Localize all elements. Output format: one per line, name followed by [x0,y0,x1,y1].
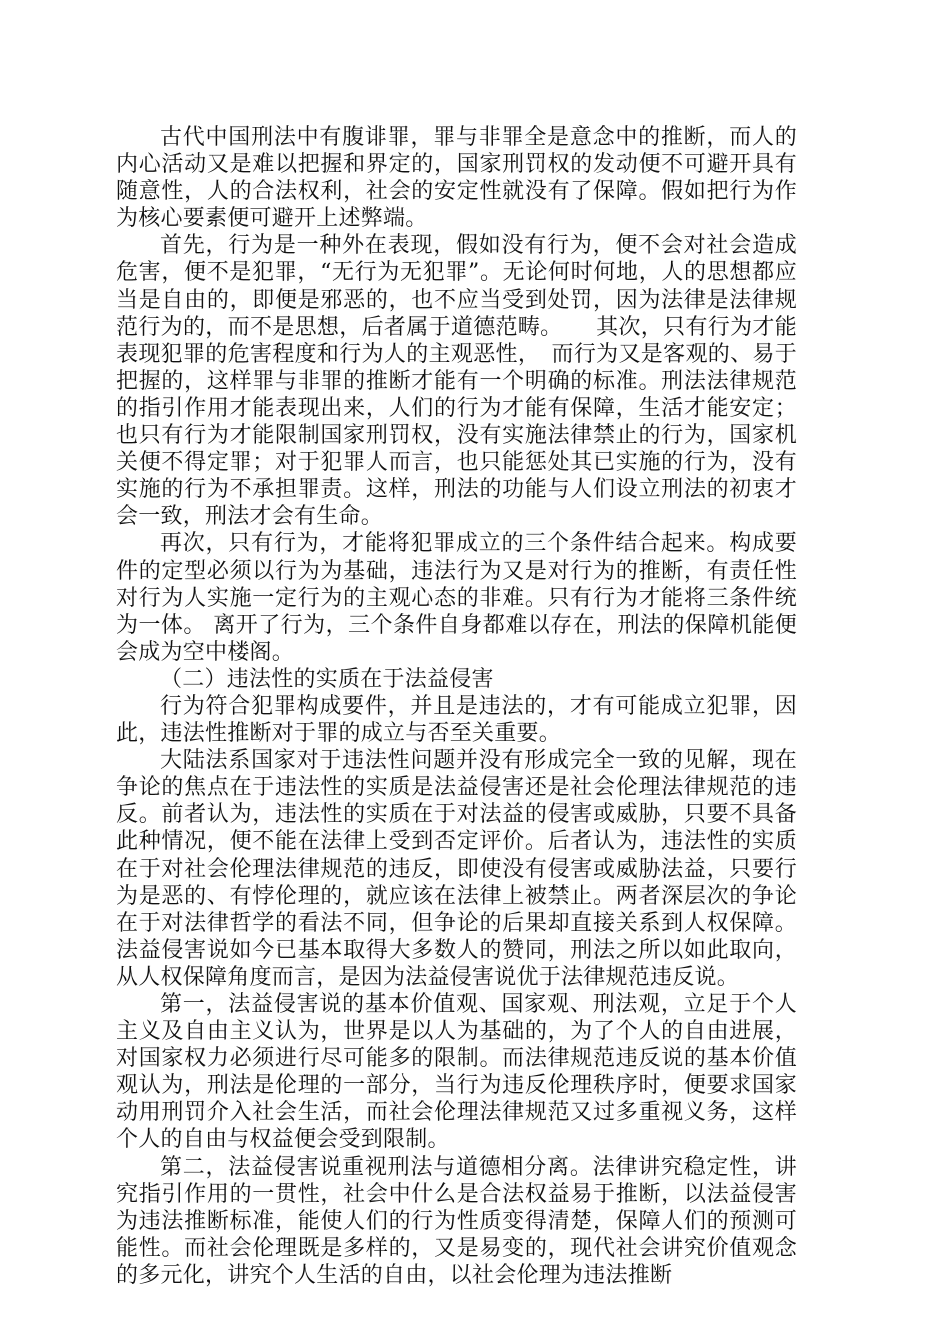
paragraph-7: 第二，法益侵害说重视刑法与道德相分离。法律讲究稳定性，讲究指引作用的一贯性，社会中什么是合法权益易于推断，以法益侵害为违法推断标准，能使人们的行为性质变得清楚，保障人们的预测可能性。而社会伦理既是多样的，又是易变的，现代社会讲究价值观念的多元化，讲究个人生活的自由，以社会伦理为违法推断 [116,1154,797,1288]
paragraph-4: 行为符合犯罪构成要件，并且是违法的，才有可能成立犯罪，因此，违法性推断对于罪的成立与否至关重要。 [116,693,797,747]
document-page [116,124,797,1289]
section-heading: （二）违法性的实质在于法益侵害 [160,666,494,692]
paragraph-5: 大陆法系国家对于违法性问题并没有形成完全一致的见解，现在争论的焦点在于违法性的实质是法益侵害还是社会伦理法律规范的违反。前者认为，违法性的实质在于对法益的侵害或威胁，只要不具备此种情况，便不能在法律上受到否定评价。后者认为，违法性的实质在于对社会伦理法律规范的违反，即使没有侵害或威胁法益，只要行为是恶的、有悖伦理的，就应该在法律上被禁止。两者深层次的争论在于对法律哲学的看法不同，但争论的后果却直接关系到人权保障。法益侵害说如今已基本取得大多数人的赞同，刑法之所以如此取向，从人权保障角度而言，是因为法益侵害说优于法律规范违反说。 [116,748,797,990]
paragraph-2: 首先，行为是一种外在表现，假如没有行为，便不会对社会造成危害，便不是犯罪，“无行为无犯罪”。无论何时何地，人的思想都应当是自由的，即便是邪恶的，也不应当受到处罚，因为法律是法律规范行为的，而不是思想，后者属于道德范畴。 其次，只有行为才能表现犯罪的危害程度和行为人的主观恶性， 而行为又是客观的、易于把握的，这样罪与非罪的推断才能有一个明确的标准。刑法法律规范的指引作用才能表现出来，人们的行为才能有保障，生活才能安定；也只有行为才能限制国家刑罚权，没有实施法律禁止的行为，国家机关便不得定罪；对于犯罪人而言，也只能惩处其已实施的行为，没有实施的行为不承担罪责。这样，刑法的功能与人们设立刑法的初衷才会一致，刑法才会有生命。 [116,233,797,530]
paragraph-3: 再次，只有行为，才能将犯罪成立的三个条件结合起来。构成要件的定型必须以行为为基础，违法行为又是对行为的推断，有责任性对行为人实施一定行为的主观心态的非难。只有行为才能将三条件统为一体。 离开了行为，三个条件自身都难以存在，刑法的保障机能便会成为空中楼阁。 [116,531,797,665]
paragraph-6: 第一，法益侵害说的基本价值观、国家观、刑法观，立足于个人主义及自由主义认为，世界是以人为基础的，为了个人的自由进展，对国家权力必须进行尽可能多的限制。而法律规范违反说的基本价值观认为，刑法是伦理的一部分，当行为违反伦理秩序时，便要求国家动用刑罚介入社会生活，而社会伦理法律规范又过多重视义务，这样个人的自由与权益便会受到限制。 [116,992,797,1153]
paragraph-1: 古代中国刑法中有腹诽罪，罪与非罪全是意念中的推断，而人的内心活动又是难以把握和界定的，国家刑罚权的发动便不可避开具有随意性，人的合法权利，社会的安定性就没有了保障。假如把行为作为核心要素便可避开上述弊端。 [116,125,797,232]
